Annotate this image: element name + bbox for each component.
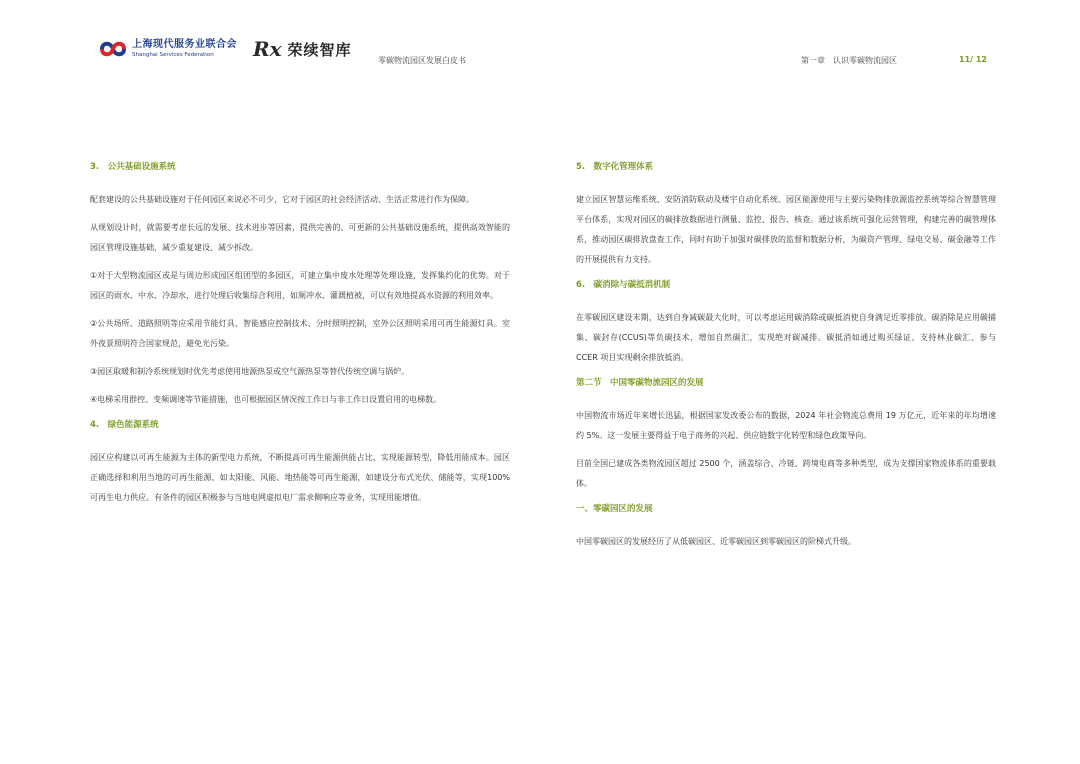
paragraph: 中国物流市场近年来增长迅猛，根据国家发改委公布的数据，2024 年社会物流总费用 19 万亿元，近年来的年均增速约 5%。这一发展主要得益于电子商务的兴起、供应链数字化转型和绿色政策导向。 (576, 411, 996, 440)
heading-public-infrastructure: 3. 公共基础设施系统 (90, 162, 176, 172)
ssf-logo (98, 38, 237, 60)
page-number: 11/ 12 (959, 55, 987, 64)
brand-name: 荣续智库 (287, 40, 352, 59)
heading-digital-management: 5. 数字化管理体系 (576, 162, 654, 172)
heading-carbon-removal: 6. 碳消除与碳抵消机制 (576, 280, 671, 290)
paragraph: 在零碳园区建设末期，达到自身减碳最大化时，可以考虑运用碳消除或碳抵消使自身满足近零排放。碳消除是应用碳捕集、碳封存(CCUS)等负碳技术，增加自然碳汇，实现绝对碳减排。碳抵消如通过购买绿证、支持林业碳汇、参与 CCER 项目实现剩余排放抵消。 (576, 313, 996, 362)
left-column (90, 160, 510, 516)
document-title: 零碳物流园区发展白皮书 (378, 56, 466, 65)
rx-mark: Rx (253, 37, 282, 61)
paragraph: 从规划设计时，就需要考虑长远的发展、技术进步等因素，提供完善的、可更新的公共基础设施系统，提供高效智能的园区管理设施基础，减少重复建设、减少拆改。 (90, 223, 510, 252)
paragraph: ③园区取暖和制冷系统规划时优先考虑使用地源热泵或空气源热泵等替代传统空调与锅炉。 (90, 367, 410, 376)
ssf-emblem-icon (98, 38, 128, 60)
right-column (576, 160, 996, 560)
paragraph: ①对于大型物流园区或是与周边形成园区组团型的多园区，可建立集中废水处理等处理设施，发挥集约化的优势。对于园区的雨水、中水、冷却水，进行处理后收集综合利用，如厕冲水、灌溉植被，可以有效地提高水资源的利用效率。 (90, 271, 510, 300)
paragraph: 目前全国已建成各类物流园区超过 2500 个，涵盖综合、冷链、跨境电商等多种类型，成为支撑国家物流体系的重要载体。 (576, 459, 996, 488)
subsection-heading: 一、零碳园区的发展 (576, 504, 653, 514)
section-heading: 第二节 中国零碳物流园区的发展 (576, 378, 704, 388)
org-name: 上海现代服务业联合会 (132, 39, 237, 50)
heading-green-energy: 4. 绿色能源系统 (90, 420, 159, 430)
paragraph: ②公共场所、道路照明等应采用节能灯具、智能感应控制技术、分时照明控制，室外公区照明采用可再生能源灯具。室外夜景照明符合国家规范，避免光污染。 (90, 319, 510, 348)
org-name-en: Shanghai Services Federation (132, 52, 214, 58)
page-header (0, 0, 1080, 80)
rx-logo (253, 37, 352, 61)
paragraph: ④电梯采用群控、变频调速等节能措施，也可根据园区情况按工作日与非工作日设置启用的电梯数。 (90, 395, 442, 404)
paragraph: 中国零碳园区的发展经历了从低碳园区、近零碳园区到零碳园区的阶梯式升级。 (576, 537, 856, 546)
paragraph: 配套建设的公共基础设施对于任何园区来说必不可少，它对于园区的社会经济活动、生活正常进行作为保障。 (90, 195, 474, 204)
chapter-title: 第一章 认识零碳物流园区 (801, 56, 897, 65)
paragraph: 建立园区智慧运维系统、安防消防联动及楼宇自动化系统、园区能源使用与主要污染物排放源监控系统等综合智慧管理平台体系，实现对园区的碳排放数据进行测量、监控、报告、核查。通过该系统可强化运营管理，构建完善的碳管理体系，推动园区碳排放盘查工作，同时有助于加强对碳排放的监督和数据分析，为碳资产管理、绿电交易、碳金融等工作的开展提供有力支持。 (576, 195, 996, 264)
paragraph: 园区应构建以可再生能源为主体的新型电力系统，不断提高可再生能源供能占比，实现能源转型，降低用能成本。园区正确选择和利用当地的可再生能源，如太阳能、风能、地热能等可再生能源，如建设分布式光伏、储能等，实现100%可再生电力供应。有条件的园区积极参与当地电网虚拟电厂需求侧响应等业务，实现用能增值。 (90, 453, 510, 502)
